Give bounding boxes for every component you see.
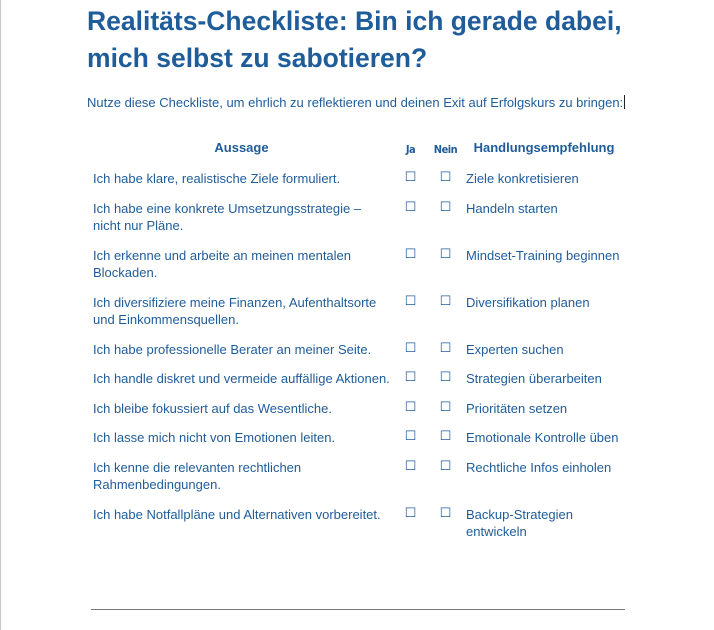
text-cursor — [624, 95, 625, 109]
yes-checkbox[interactable]: ☐ — [404, 429, 417, 444]
table-row — [90, 243, 625, 290]
intro-text: Nutze diese Checkliste, um ehrlich zu reflektieren und deinen Exit auf Erfolgskurs zu bringen: — [87, 95, 624, 110]
statement-cell: Ich kenne die relevanten rechtlichen Rahmenbedingungen. — [93, 459, 302, 492]
no-checkbox[interactable]: ☐ — [439, 246, 452, 262]
recommendation-cell: Prioritäten setzen — [466, 400, 568, 416]
page-title: Realitäts-Checkliste: Bin ich gerade dabei, mich selbst zu sabotieren? — [87, 6, 622, 73]
table-row — [90, 502, 625, 549]
no-checkbox[interactable]: ☐ — [439, 340, 452, 356]
table-row — [90, 366, 625, 396]
yes-checkbox[interactable]: ☐ — [404, 505, 417, 521]
yes-checkbox[interactable]: ☐ — [404, 458, 417, 474]
no-checkbox[interactable]: ☐ — [439, 199, 452, 215]
header-statement: Aussage — [214, 140, 269, 155]
statement-cell: Ich lasse mich nicht von Emotionen leiten. — [93, 430, 336, 445]
yes-checkbox[interactable]: ☐ — [404, 246, 417, 262]
recommendation-cell: Handeln starten — [466, 200, 558, 216]
checklist-table — [90, 133, 625, 549]
no-checkbox[interactable]: ☐ — [439, 505, 452, 521]
no-checkbox[interactable]: ☐ — [439, 170, 452, 185]
no-checkbox[interactable]: ☐ — [439, 458, 452, 474]
yes-checkbox[interactable]: ☐ — [404, 199, 417, 215]
recommendation-cell: Strategien überarbeiten — [466, 371, 602, 386]
no-checkbox[interactable]: ☐ — [439, 293, 452, 309]
statement-cell: Ich erkenne und arbeite an meinen mentalen Blockaden. — [93, 247, 352, 280]
table-row — [90, 396, 625, 426]
statement-cell: Ich habe klare, realistische Ziele formuliert. — [93, 171, 341, 186]
yes-checkbox[interactable]: ☐ — [404, 370, 417, 385]
recommendation-cell: Experten suchen — [466, 341, 564, 357]
statement-cell: Ich habe eine konkrete Umsetzungsstrategie – nicht nur Pläne. — [93, 200, 362, 233]
document-body — [87, 0, 627, 549]
recommendation-cell: Rechtliche Infos einholen — [466, 459, 612, 475]
yes-checkbox[interactable]: ☐ — [404, 170, 417, 185]
table-row — [90, 196, 625, 243]
page-edge — [0, 0, 1, 630]
recommendation-cell: Backup-Strategien entwickeln — [466, 506, 573, 539]
table-row — [90, 290, 625, 337]
recommendation-cell: Diversifikation planen — [466, 294, 590, 310]
header-recommendation: Handlungsempfehlung — [473, 140, 615, 155]
statement-cell: Ich handle diskret und vermeide auffällige Aktionen. — [93, 371, 390, 386]
checklist-rows — [90, 166, 625, 549]
table-row — [90, 166, 625, 196]
table-row — [90, 337, 625, 367]
horizontal-rule — [91, 609, 625, 610]
yes-checkbox[interactable]: ☐ — [404, 399, 417, 415]
statement-cell: Ich habe Notfallpläne und Alternativen vorbereitet. — [93, 506, 381, 522]
recommendation-cell: Ziele konkretisieren — [466, 171, 579, 186]
intro-paragraph[interactable] — [87, 94, 627, 112]
table-row — [90, 455, 625, 502]
table-header-row — [90, 133, 625, 166]
yes-checkbox[interactable]: ☐ — [404, 293, 417, 309]
table-row — [90, 425, 625, 455]
no-checkbox[interactable]: ☐ — [439, 399, 452, 415]
no-checkbox[interactable]: ☐ — [439, 370, 452, 385]
recommendation-cell: Mindset-Training beginnen — [466, 247, 620, 263]
statement-cell: Ich diversifiziere meine Finanzen, Aufenthaltsorte und Einkommensquellen. — [93, 294, 377, 327]
header-yes: Ja — [405, 143, 416, 156]
header-no: Nein — [433, 143, 458, 156]
yes-checkbox[interactable]: ☐ — [404, 340, 417, 356]
statement-cell: Ich habe professionelle Berater an meiner Seite. — [93, 341, 372, 357]
statement-cell: Ich bleibe fokussiert auf das Wesentliche. — [93, 400, 332, 416]
no-checkbox[interactable]: ☐ — [439, 429, 452, 444]
recommendation-cell: Emotionale Kontrolle üben — [466, 430, 619, 445]
